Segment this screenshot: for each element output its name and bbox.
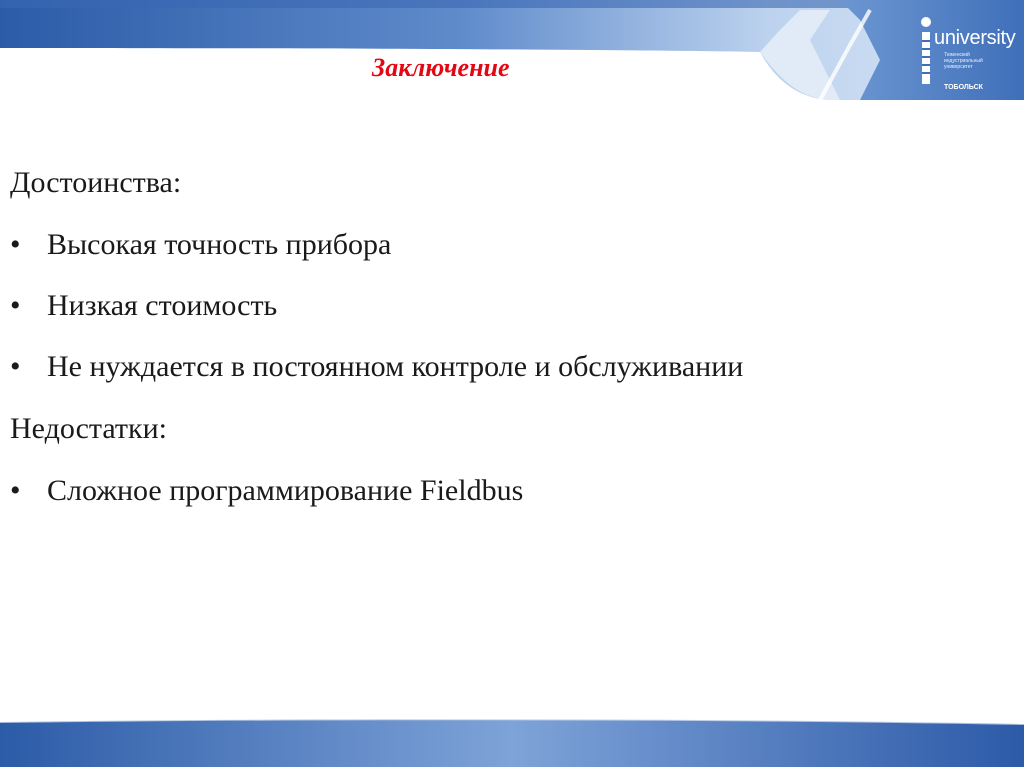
bullet-icon: • — [10, 350, 21, 383]
header-band — [0, 0, 1024, 112]
disadvantage-item-1: Сложное программирование Fieldbus — [47, 474, 524, 507]
advantages-heading: Достоинства: — [10, 166, 182, 199]
footer-band — [0, 716, 1024, 767]
advantage-item-2: Низкая стоимость — [47, 289, 278, 322]
logo-tagline: Тюменский индустриальный университет — [944, 52, 983, 70]
bullet-icon: • — [10, 228, 21, 261]
disadvantages-heading: Недостатки: — [10, 412, 168, 445]
bullet-icon: • — [10, 289, 21, 322]
bullet-icon: • — [10, 474, 21, 507]
logo-city: ТОБОЛЬСК — [944, 84, 983, 91]
slide-title: Заключение — [372, 53, 510, 82]
logo-name: university — [934, 27, 1016, 49]
university-logo — [920, 12, 1016, 91]
advantage-item-3: Не нуждается в постоянном контроле и обслуживании — [47, 350, 744, 383]
advantage-item-1: Высокая точность прибора — [47, 228, 392, 261]
logo-mark-icon — [920, 12, 932, 88]
